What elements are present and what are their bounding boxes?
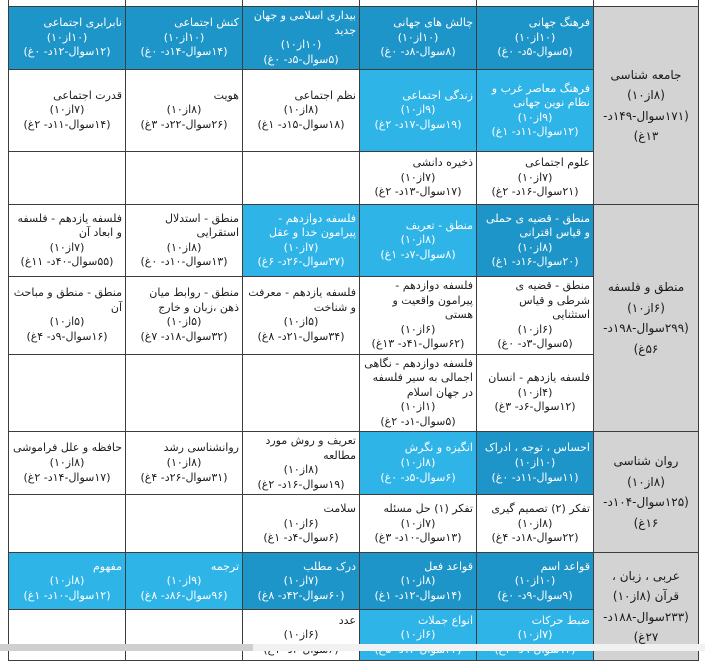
topic-score: (۱۰از۱۰): [514, 30, 556, 44]
topic-score: (۸از۱۰): [517, 240, 553, 254]
topic-stats: (۱۷سوال-۱۳د- ۲غ): [374, 185, 462, 199]
topic-stats: (۲۲سوال-۱۸د- ۴غ): [491, 531, 579, 545]
topic-title: انواع جملات: [418, 613, 473, 627]
table-row: [9, 7, 699, 70]
topic-stats: (۲۰سوال-۱۶د- ۱غ): [491, 255, 579, 269]
topic-cell: [243, 610, 360, 661]
topic-score: (۶از۱۰): [283, 628, 319, 642]
topic-title: نابرابری اجتماعی: [43, 16, 122, 30]
topic-score: (۷از۱۰): [49, 103, 85, 117]
topic-stats: (۵۵سوال-۴۰د- ۱۱غ): [20, 255, 114, 269]
topic-cell: [477, 354, 594, 432]
topic-title: فرهنگ جهانی: [528, 16, 590, 30]
topic-score: (۸از۱۰): [49, 574, 85, 588]
topic-cell: [243, 7, 360, 70]
topic-stats: (۹سوال-۹د- ۰غ): [497, 588, 573, 602]
topic-stats: (۶۰سوال-۴۲د- ۸غ): [257, 588, 345, 602]
category-stats: (۲۳۳سوال-۱۸۸د- ۲۷غ): [603, 609, 689, 645]
topic-cell: [360, 277, 477, 355]
topic-stats: (۶سوال-۵د- ۰غ): [380, 470, 456, 484]
topic-title: سلامت: [323, 502, 356, 515]
category-stats: (۱۷۱سوال-۱۴۹د- ۱۳غ): [603, 108, 689, 143]
topic-title: فلسفه یازدهم - معرفت و شناخت: [248, 286, 356, 314]
empty-cell: [243, 152, 360, 205]
topic-cell: [243, 205, 360, 277]
topic-stats: (۲۱سوال-۱۶د- ۲غ): [491, 185, 579, 199]
topic-title: روانشناسی رشد: [163, 441, 239, 455]
topic-cell: [243, 495, 360, 553]
topic-stats: (۱۲سوال-۱۰د- ۱غ): [23, 588, 111, 602]
topic-title: فلسفه دوازدهم - پیرامون واقعیت و هستی: [392, 279, 473, 322]
topic-stats: (۳۱سوال-۲۶د- ۴غ): [140, 470, 228, 484]
topic-score: (۱۰از۱۰): [514, 455, 556, 469]
topic-cell: [360, 152, 477, 205]
exam-topics-table: [8, 0, 699, 661]
category-title: منطق و فلسفه (۶از۱۰): [607, 280, 685, 315]
topic-score: (۶از۱۰): [400, 628, 436, 642]
empty-cell: [9, 152, 126, 205]
topic-score: (۱۰از۱۰): [46, 30, 88, 44]
category-cell: [594, 7, 699, 205]
topic-title: احساس ، توجه ، ادراک: [484, 441, 590, 455]
topic-score: (۸از۱۰): [166, 103, 202, 117]
horizontal-scrollbar-thumb[interactable]: [0, 644, 253, 651]
topic-stats: (۱۴سوال-۱۴د- ۰غ): [140, 45, 228, 59]
topic-score: (۷از۱۰): [517, 628, 553, 642]
topic-stats: (۱۲سوال-۱۱د- ۱غ): [491, 125, 579, 139]
topic-score: (۸از۱۰): [166, 455, 202, 469]
topic-score: (۵از۱۰): [283, 315, 319, 329]
topic-title: مفهوم: [92, 559, 122, 573]
topic-stats: (۱۲سوال-۱۲د- ۰غ): [23, 45, 111, 59]
topic-score: (۷از۱۰): [283, 574, 319, 588]
empty-cell: [243, 354, 360, 432]
topic-score: (۱۰از۱۰): [514, 574, 556, 588]
topic-stats: (۱۳سوال-۱۰د- ۰غ): [140, 255, 228, 269]
table-row: [9, 205, 699, 277]
topic-title: منطق - قضیه ی حملی و قیاس اقترانی: [486, 211, 590, 240]
topic-title: منطق - تعریف: [405, 218, 473, 232]
topic-title: ضبط حرکات: [531, 613, 590, 627]
topic-score: (۸از۱۰): [283, 103, 319, 117]
topic-stats: (۱۲سوال-۶د- ۳غ): [494, 400, 576, 414]
topic-cell: [243, 277, 360, 355]
category-title: عربی ، زبان ، قرآن (۸از۱۰): [612, 569, 680, 604]
category-stats: (۲۹۹سوال-۱۹۸د- ۵۶غ): [603, 321, 689, 356]
table-row: [9, 553, 699, 610]
topic-stats: (۱۹سوال-۱۶د- ۲غ): [257, 477, 345, 491]
category-cell: [594, 205, 699, 432]
empty-cell: [9, 495, 126, 553]
topic-score: (۶از۱۰): [283, 516, 319, 530]
topic-cell: [360, 7, 477, 70]
topic-stats: (۸سوال-۷د- ۱غ): [380, 247, 456, 261]
topic-stats: (۱۷سوال-۱۴د- ۲غ): [23, 470, 111, 484]
topic-score: (۱۰از۱۰): [163, 30, 205, 44]
topic-score: (۷از۱۰): [283, 240, 319, 254]
empty-cell: [126, 495, 243, 553]
topic-title: ذخیره دانشی: [412, 156, 473, 170]
category-title: جامعه شناسی (۸از۱۰): [610, 67, 682, 103]
topic-title: تفکر (۲) تصمیم گیری: [491, 502, 590, 515]
topic-title: تعریف و روش مورد مطالعه: [265, 434, 356, 462]
topic-title: چالش های جهانی: [393, 16, 473, 30]
topic-score: (۴از۱۰): [517, 385, 553, 399]
topic-cell: [360, 610, 477, 661]
topic-stats: (۱۴سوال-۱۲د- ۱غ): [374, 588, 462, 602]
topic-score: (۶از۱۰): [517, 322, 553, 336]
topic-cell: [360, 70, 477, 152]
topic-score: (۸از۱۰): [400, 455, 436, 469]
empty-cell: [126, 152, 243, 205]
topic-title: قواعد فعل: [424, 559, 473, 573]
topic-title: فلسفه یازدهم - انسان: [488, 371, 590, 385]
topic-cell: [9, 432, 126, 495]
topic-title: هویت: [213, 88, 239, 102]
topic-title: علوم اجتماعی: [525, 156, 590, 170]
topic-stats: (۶۲سوال-۴۱د- ۱۳غ): [371, 337, 465, 351]
topic-stats: (۱۴سوال-۱۱د- ۲غ): [23, 117, 111, 131]
topic-cell: [9, 70, 126, 152]
topic-cell: [360, 553, 477, 610]
topic-title: فرهنگ معاصر غرب و نظام نوین جهانی: [491, 81, 590, 110]
topic-score: (۷از۱۰): [400, 170, 436, 184]
topic-score: (۸از۱۰): [400, 574, 436, 588]
topic-stats: (۳۷سوال-۲۶د- ۶غ): [257, 255, 345, 269]
table-row: [9, 432, 699, 495]
topic-cell: [477, 610, 594, 661]
topic-stats: (۱۱سوال-۱۱د- ۰غ): [491, 470, 579, 484]
empty-cell: [126, 354, 243, 432]
topic-cell: [477, 495, 594, 553]
topic-stats: (۲۶سوال-۲۲د- ۳غ): [140, 117, 228, 131]
topic-cell: [477, 205, 594, 277]
topic-score: (۷از۱۰): [400, 516, 436, 530]
topic-cell: [126, 553, 243, 610]
topic-stats: (۵سوال-۳د- ۰غ): [497, 337, 573, 351]
empty-cell: [9, 610, 126, 661]
topic-title: قواعد اسم: [540, 559, 590, 573]
topic-cell: [9, 7, 126, 70]
topic-cell: [360, 432, 477, 495]
topic-score: (۱از۱۰): [400, 400, 436, 414]
topic-cell: [9, 277, 126, 355]
topic-stats: (۳۴سوال-۲۱د- ۸غ): [257, 329, 345, 343]
topic-title: فلسفه دوازدهم - نگاهی اجمالی به سیر فلسفه در جهان اسلام: [364, 356, 473, 399]
topic-title: منطق - استدلال استقرایی: [164, 211, 239, 240]
category-title: روان شناسی (۸از۱۰): [613, 454, 679, 489]
topic-stats: (۱۳سوال-۱۰د- ۳غ): [374, 531, 462, 545]
topic-title: حافظه و علل فراموشی: [12, 441, 122, 455]
topic-cell: [360, 205, 477, 277]
topic-title: انگیزه و نگرش: [404, 441, 473, 455]
topic-cell: [477, 553, 594, 610]
topic-score: (۶از۱۰): [400, 322, 436, 336]
topic-score: (۷از۱۰): [49, 240, 85, 254]
topic-stats: (۱۶سوال-۹د- ۴غ): [26, 329, 108, 343]
topic-stats: (۱۸سوال-۱۵د- ۱غ): [257, 117, 345, 131]
topic-title: فلسفه یازدهم - فلسفه و ابعاد آن: [17, 211, 122, 240]
topic-cell: [126, 205, 243, 277]
topic-title: منطق - منطق و مباحث آن: [13, 286, 122, 314]
category-cell: [594, 432, 699, 553]
topic-cell: [360, 354, 477, 432]
topic-title: ترجمه: [210, 559, 239, 573]
topic-cell: [126, 70, 243, 152]
topic-score: (۱۰از۱۰): [397, 30, 439, 44]
topic-title: فلسفه دوازدهم - پیرامون خدا و عقل: [268, 211, 356, 240]
topic-cell: [126, 432, 243, 495]
topic-score: (۱۰از۱۰): [280, 38, 322, 52]
topic-cell: [477, 432, 594, 495]
topic-cell: [9, 553, 126, 610]
topic-stats: (۶سوال-۴د- ۱غ): [263, 531, 339, 545]
topic-cell: [9, 205, 126, 277]
topic-cell: [126, 7, 243, 70]
topic-cell: [243, 70, 360, 152]
topic-title: عدد: [338, 613, 356, 627]
topic-title: بیداری اسلامی و جهان جدید: [253, 9, 356, 37]
topic-score: (۹از۱۰): [166, 574, 202, 588]
topic-stats: (۵سوال-۱د- ۲غ): [380, 414, 456, 428]
topic-cell: [477, 152, 594, 205]
topic-score: (۵از۱۰): [166, 315, 202, 329]
topic-title: قدرت اجتماعی: [53, 88, 122, 102]
category-stats: (۱۲۵سوال-۱۰۴د- ۱۶غ): [603, 495, 689, 530]
topic-cell: [477, 70, 594, 152]
topic-stats: (۹۶سوال-۸۶د- ۸غ): [140, 588, 228, 602]
topic-cell: [243, 432, 360, 495]
topic-stats: (۱۹سوال-۱۷د- ۲غ): [374, 117, 462, 131]
topic-cell: [126, 277, 243, 355]
topic-score: (۸از۱۰): [400, 233, 436, 247]
topic-cell: [477, 7, 594, 70]
topic-score: (۹از۱۰): [400, 103, 436, 117]
topic-title: کنش اجتماعی: [174, 16, 239, 30]
topic-score: (۸از۱۰): [517, 516, 553, 530]
topic-stats: (۸سوال-۸د- ۰غ): [380, 45, 456, 59]
empty-cell: [9, 354, 126, 432]
topic-stats: (۵سوال-۵د- ۰غ): [263, 52, 339, 66]
topic-cell: [477, 277, 594, 355]
topic-title: زندگی اجتماعی: [402, 88, 473, 102]
topic-title: منطق - قضیه ی شرطی و قیاس استثنایی: [515, 279, 590, 322]
topic-title: منطق - روابط میان ذهن ،زبان و خارج: [149, 286, 239, 314]
empty-cell: [126, 610, 243, 661]
topic-score: (۵از۱۰): [49, 315, 85, 329]
topic-score: (۷از۱۰): [517, 170, 553, 184]
topic-stats: (۳۲سوال-۱۸د- ۷غ): [140, 329, 228, 343]
topic-score: (۸از۱۰): [283, 463, 319, 477]
topic-score: (۸از۱۰): [166, 240, 202, 254]
topic-title: درک مطلب: [303, 559, 356, 573]
horizontal-scrollbar[interactable]: [0, 644, 705, 651]
topic-score: (۹از۱۰): [517, 110, 553, 124]
topic-title: تفکر (۱) حل مسئله: [383, 502, 473, 515]
topic-title: نظم اجتماعی: [294, 88, 356, 102]
topic-cell: [243, 553, 360, 610]
topic-stats: (۵سوال-۵د- ۰غ): [497, 45, 573, 59]
topic-cell: [360, 495, 477, 553]
topic-score: (۸از۱۰): [49, 455, 85, 469]
